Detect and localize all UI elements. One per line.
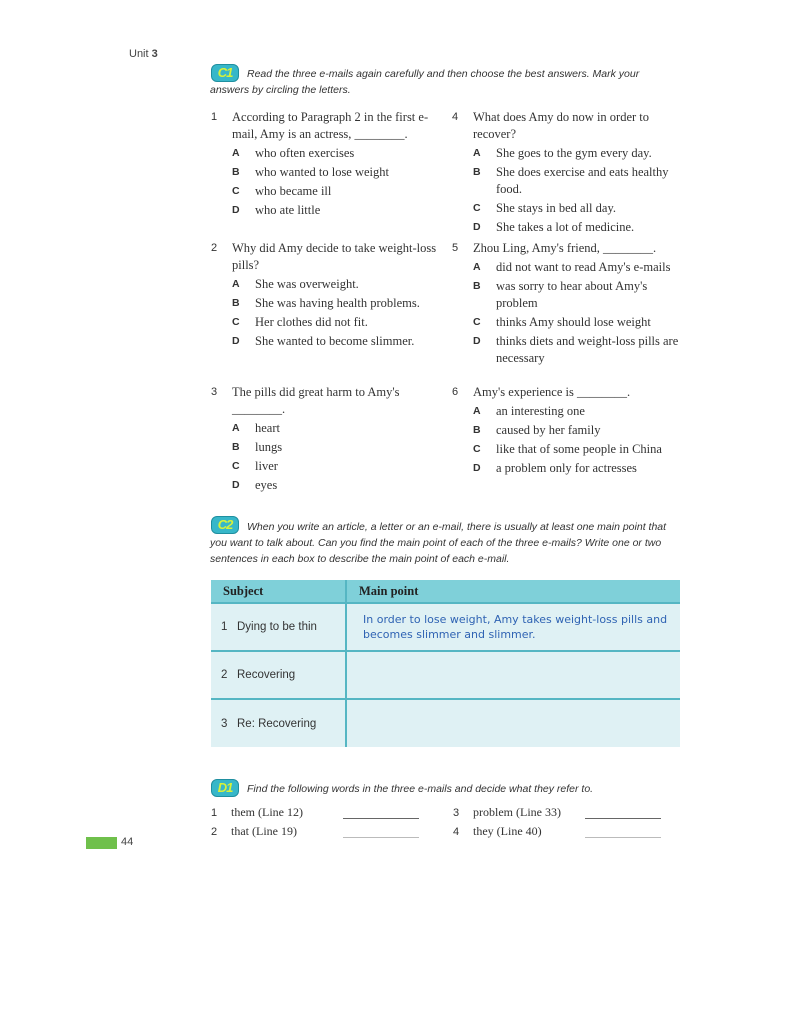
option-d[interactable]: D eyes [232, 478, 278, 492]
main-point-header: Main point [346, 580, 680, 603]
option-c[interactable]: C liver [232, 459, 278, 473]
d1-item-2: 2 that (Line 19) [211, 824, 297, 838]
table-row [211, 699, 680, 747]
subject-cell: 1 Dying to be thin [211, 603, 346, 651]
main-point-cell[interactable] [346, 603, 680, 651]
question-number: 1 [211, 111, 218, 123]
unit-label: Unit [129, 48, 149, 60]
subject-cell: 2 Recovering [211, 651, 346, 699]
subject-cell: 3 Re: Recovering [211, 699, 346, 747]
question-stem: Zhou Ling, Amy's friend, ________. [473, 241, 657, 255]
option-a[interactable]: A who often exercises [232, 146, 355, 160]
question-5 [452, 240, 684, 367]
option-b[interactable]: B lungs [232, 440, 283, 454]
question-2 [211, 240, 441, 350]
table-row [211, 603, 680, 651]
question-stem: The pills did great harm to Amy's ________. [232, 385, 400, 416]
question-stem: According to Paragraph 2 in the first e-mail, Amy is an actress, ________. [232, 110, 429, 141]
d1-instruction: Find the following words in the three e-mails and decide what they refer to. [247, 783, 594, 795]
option-c[interactable]: C who became ill [232, 184, 332, 198]
answer-line[interactable] [585, 818, 661, 819]
handwritten-answer: In order to lose weight, Amy takes weight-loss pills and becomes slimmer and slimmer. [363, 613, 668, 641]
option-d[interactable]: D She wanted to become slimmer. [232, 334, 415, 348]
question-1 [211, 109, 436, 219]
c1-instruction: Read the three e-mails again carefully and then choose the best answers. Mark your answers by circling the letters. [210, 68, 640, 96]
d1-item-4: 4 they (Line 40) [453, 824, 542, 838]
question-stem: Amy's experience is ________. [473, 385, 631, 399]
page-number-bar [86, 837, 117, 849]
answer-line[interactable] [585, 837, 661, 838]
option-d[interactable]: D She takes a lot of medicine. [473, 220, 635, 234]
option-b[interactable]: B who wanted to lose weight [232, 165, 390, 179]
option-d[interactable]: D a problem only for actresses [473, 461, 637, 475]
d1-item-3: 3 problem (Line 33) [453, 805, 561, 819]
question-number: 6 [452, 386, 459, 398]
question-stem: Why did Amy decide to take weight-loss pills? [232, 241, 437, 272]
d1-badge: D1 [211, 779, 239, 797]
option-a[interactable]: A did not want to read Amy's e-mails [473, 260, 671, 274]
option-b[interactable]: B She was having health problems. [232, 296, 420, 310]
question-number: 5 [452, 242, 459, 254]
table-row [211, 651, 680, 699]
option-d[interactable]: D thinks diets and weight-loss pills are necessary [473, 334, 679, 365]
option-c[interactable]: C She stays in bed all day. [473, 201, 617, 215]
main-point-cell[interactable] [346, 699, 680, 747]
option-b[interactable]: B She does exercise and eats healthy food. [473, 165, 669, 196]
option-c[interactable]: C thinks Amy should lose weight [473, 315, 651, 329]
question-3 [211, 384, 431, 494]
option-c[interactable]: C Her clothes did not fit. [232, 315, 368, 329]
option-a[interactable]: A She was overweight. [232, 277, 359, 291]
answer-line[interactable] [343, 818, 419, 819]
option-a[interactable]: A She goes to the gym every day. [473, 146, 652, 160]
option-b[interactable]: B was sorry to hear about Amy's problem [473, 279, 648, 310]
main-point-cell[interactable] [346, 651, 680, 699]
question-stem: What does Amy do now in order to recover? [473, 110, 650, 141]
unit-header [129, 48, 158, 60]
option-c[interactable]: C like that of some people in China [473, 442, 662, 456]
subject-header: Subject [211, 580, 346, 603]
option-b[interactable]: B caused by her family [473, 423, 601, 437]
question-number: 2 [211, 242, 218, 254]
page-number: 44 [121, 836, 134, 848]
answer-line[interactable] [343, 837, 419, 838]
c2-badge: C2 [211, 516, 239, 534]
question-6 [452, 384, 680, 477]
question-4 [452, 109, 680, 236]
option-a[interactable]: A heart [232, 421, 280, 435]
question-number: 3 [211, 386, 218, 398]
option-d[interactable]: D who ate little [232, 203, 321, 217]
d1-item-1: 1 them (Line 12) [211, 805, 303, 819]
main-point-table [211, 580, 680, 747]
option-a[interactable]: A an interesting one [473, 404, 585, 418]
unit-number: 3 [151, 48, 158, 60]
c1-badge: C1 [211, 64, 239, 82]
question-number: 4 [452, 111, 459, 123]
c2-instruction: When you write an article, a letter or an e-mail, there is usually at least one main point that you want to talk about. Can you find the main point of each of the three e-mails? Write one or two sentences in each box to describe the main point of each e-mail. [210, 521, 667, 565]
